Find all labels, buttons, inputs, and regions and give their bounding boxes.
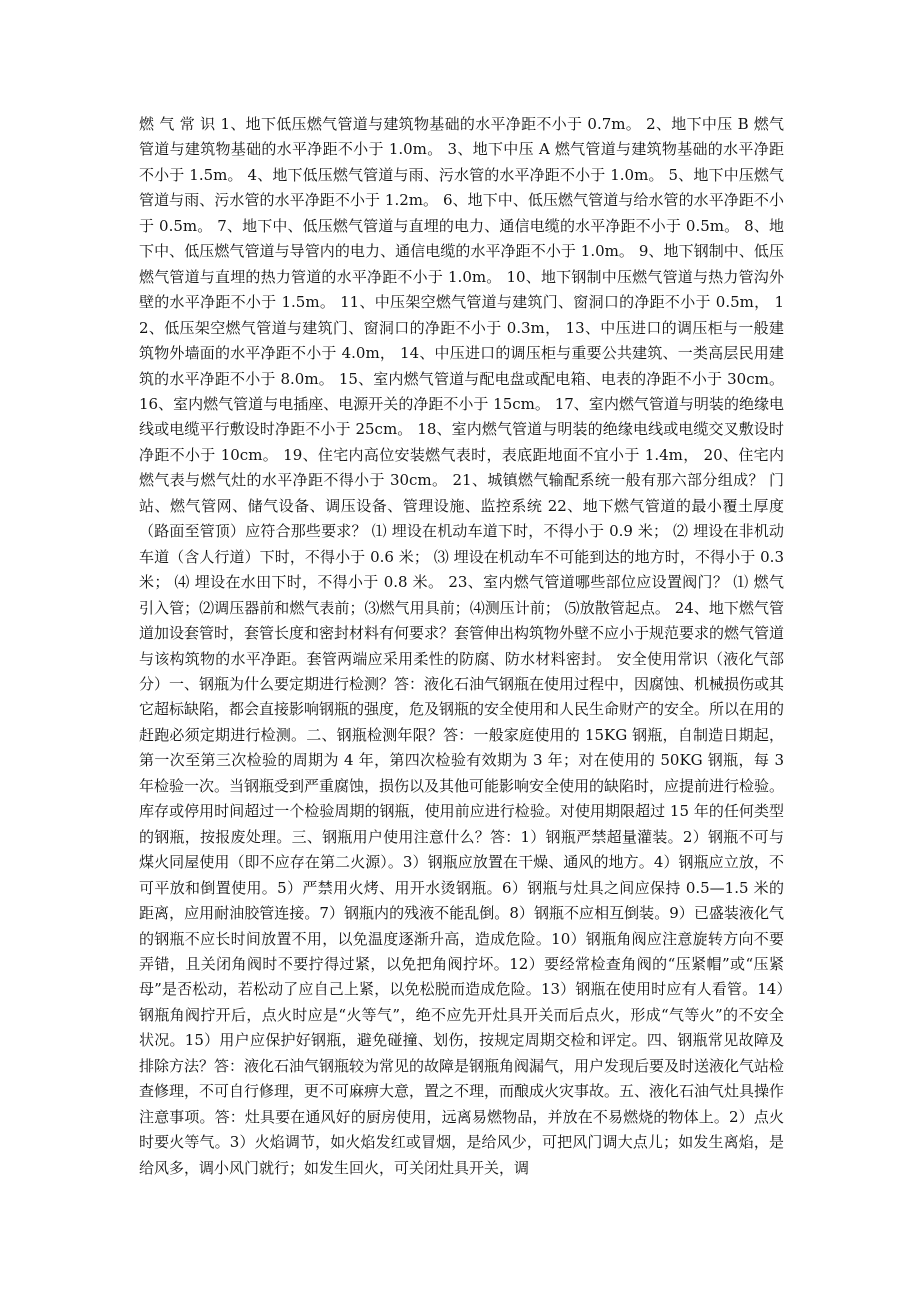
document-paragraph: 燃 气 常 识 1、地下低压燃气管道与建筑物基础的水平净距不小于 0.7m。 2、地下中压 B 燃气管道与建筑物基础的水平净距不小于 1.0m。 3、地下中压 A 燃气管道与建筑物基础的水平净距不小于 1.5m。 4、地下低压燃气管道与雨、污水管的水平净距不小于 1.0m。 5、地下中压燃气管道与雨、污水管的水平净距不小于 1.2m。 6、地下中、低压燃气管道与给水管的水平净距不小于 0.5m。 7、地下中、低压燃气管道与直埋的电力、通信电缆的水平净距不小于 0.5m。 8、地下中、低压燃气管道与导管内的电力、通信电缆的水平净距不小于 1.0m。 9、地下钢制中、低压燃气管道与直埋的热力管道的水平净距不小于 1.0m。 10、地下钢制中压燃气管道与热力管沟外壁的水平净距不小于 1.5m。 11、中压架空燃气管道与建筑门、窗洞口的净距不小于 0.5m， 12、低压架空燃气管道与建筑门、窗洞口的净距不小于 0.3m， 13、中压进口的调压柜与一般建筑物外墙面的水平净距不小于 4.0m， 14、中压进口的调压柜与重要公共建筑、一类高层民用建筑的水平净距不小于 8.0m。 15、室内燃气管道与配电盘或配电箱、电表的净距不小于 30cm。 16、室内燃气管道与电插座、电源开关的净距不小于 15cm。 17、室内燃气管道与明装的绝缘电线或电缆平行敷设时净距不小于 25cm。 18、室内燃气管道与明装的绝缘电线或电缆交叉敷设时净距不小于 10cm。 19、住宅内高位安装燃气表时，表底距地面不宜小于 1.4m， 20、住宅内燃气表与燃气灶的水平净距不得小于 30cm。 21、城镇燃气输配系统一般有那六部分组成？ 门站、燃气管网、储气设备、调压设备、管理设施、监控系统 22、地下燃气管道的最小覆土厚度（路面至管顶）应符合那些要求？ ⑴ 埋设在机动车道下时，不得小于 0.9 米； ⑵ 埋设在非机动车道（含人行道）下时，不得小于 0.6 米； ⑶ 埋设在机动车不可能到达的地方时，不得小于 0.3 米； ⑷ 埋设在水田下时，不得小于 0.8 米。 23、室内燃气管道哪些部位应设置阀门？ ⑴ 燃气引入管；⑵调压器前和燃气表前；⑶燃气用具前；⑷测压计前； ⑸放散管起点。 24、地下燃气管道加设套管时，套管长度和密封材料有何要求？套管伸出构筑物外壁不应小于规范要求的燃气管道与该构筑物的水平净距。套管两端应采用柔性的防腐、防水材料密封。 安全使用常识（液化气部分）一、钢瓶为什么要定期进行检测？答：液化石油气钢瓶在使用过程中，因腐蚀、机械损伤或其它超标缺陷，都会直接影响钢瓶的强度，危及钢瓶的安全使用和人民生命财产的安全。所以在用的赶跑必须定期进行检测。二、钢瓶检测年限？答：一般家庭使用的 15KG 钢瓶，自制造日期起，第一次至第三次检验的周期为 4 年，第四次检验有效期为 3 年；对在使用的 50KG 钢瓶，每 3 年检验一次。当钢瓶受到严重腐蚀，损伤以及其他可能影响安全使用的缺陷时，应提前进行检验。库存或停用时间超过一个检验周期的钢瓶，使用前应进行检验。对使用期限超过 15 年的任何类型的钢瓶，按报废处理。三、钢瓶用户使用注意什么？答：1）钢瓶严禁超量灌装。2）钢瓶不可与煤火同屋使用（即不应存在第二火源）。3）钢瓶应放置在干燥、通风的地方。4）钢瓶应立放，不可平放和倒置使用。5）严禁用火烤、用开水烫钢瓶。6）钢瓶与灶具之间应保持 0.5—1.5 米的距离，应用耐油胶管连接。7）钢瓶内的残液不能乱倒。8）钢瓶不应相互倒装。9）已盛装液化气的钢瓶不应长时间放置不用，以免温度逐渐升高，造成危险。10）钢瓶角阀应注意旋转方向不要弄错，且关闭角阀时不要拧得过紧，以免把角阀拧坏。12）要经常检查角阀的“压紧帽”或“压紧母”是否松动，若松动了应自己上紧，以免松脱而造成危险。13）钢瓶在使用时应有人看管。14）钢瓶角阀拧开后，点火时应是“火等气”，绝不应先开灶具开关而后点火，形成“气等火”的不安全状况。15）用户应保护好钢瓶，避免碰撞、划伤，按规定周期交检和评定。四、钢瓶常见故障及排除方法？答：液化石油气钢瓶较为常见的故障是钢瓶角阀漏气，用户发现后要及时送液化气站检查修理，不可自行修理，更不可麻痹大意，置之不理，而酿成火灾事故。五、液化石油气灶具操作注意事项。答：灶具要在通风好的厨房使用，远离易燃物品，并放在不易燃烧的物体上。2）点火时要火等气。3）火焰调节，如火焰发红或冒烟，是给风少，可把风门调大点儿；如发生离焰，是给风多，调小风门就行；如发生回火，可关闭灶具开关，调 bbox=[139, 115, 785, 1177]
document-body bbox=[139, 112, 784, 1181]
